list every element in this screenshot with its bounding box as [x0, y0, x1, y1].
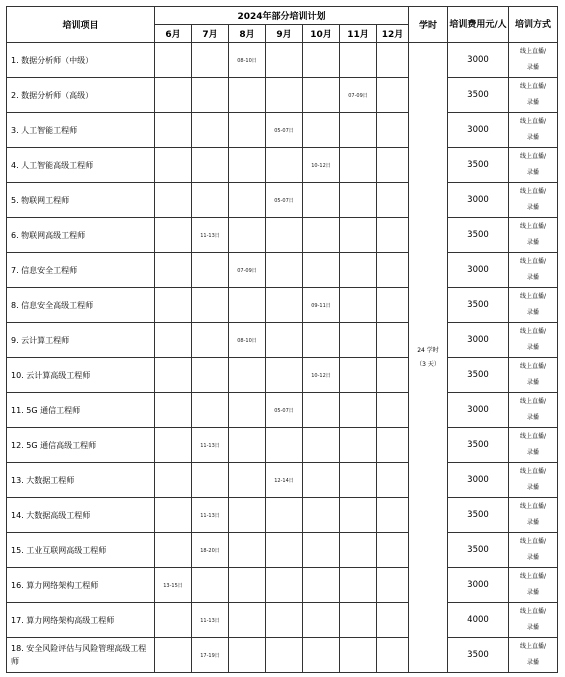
empty-month-cell	[303, 43, 340, 78]
empty-month-cell	[266, 533, 303, 568]
training-item-name: 10. 云计算高级工程师	[7, 358, 155, 393]
fee-cell: 3500	[448, 148, 509, 183]
mode-line-2: 录播	[526, 659, 539, 666]
empty-month-cell	[377, 603, 409, 638]
empty-month-cell	[377, 393, 409, 428]
empty-month-cell	[303, 393, 340, 428]
fee-cell: 3000	[448, 113, 509, 148]
mode-line-2: 录播	[526, 99, 539, 106]
mode-cell	[509, 393, 558, 428]
empty-month-cell	[192, 183, 229, 218]
mode-line-2: 录播	[526, 204, 539, 211]
empty-month-cell	[340, 638, 377, 673]
training-item-name: 15. 工业互联网高级工程师	[7, 533, 155, 568]
mode-line-1: 线上直播/	[519, 398, 547, 405]
empty-month-cell	[229, 113, 266, 148]
empty-month-cell	[266, 43, 303, 78]
empty-month-cell	[340, 463, 377, 498]
empty-month-cell	[340, 498, 377, 533]
empty-month-cell	[303, 78, 340, 113]
training-item-name: 13. 大数据工程师	[7, 463, 155, 498]
empty-month-cell	[266, 638, 303, 673]
mode-line-2: 录播	[526, 484, 539, 491]
empty-month-cell	[340, 253, 377, 288]
table-row	[7, 603, 558, 638]
empty-month-cell	[377, 288, 409, 323]
empty-month-cell	[377, 358, 409, 393]
mode-line-1: 线上直播/	[519, 258, 547, 265]
mode-cell	[509, 603, 558, 638]
schedule-dates: 11-13日	[192, 428, 229, 463]
empty-month-cell	[192, 78, 229, 113]
mode-cell	[509, 463, 558, 498]
schedule-dates: 11-13日	[192, 603, 229, 638]
fee-cell: 3000	[448, 323, 509, 358]
empty-month-cell	[229, 603, 266, 638]
fee-cell: 3500	[448, 498, 509, 533]
empty-month-cell	[377, 463, 409, 498]
table-row	[7, 288, 558, 323]
schedule-dates: 11-13日	[192, 498, 229, 533]
mode-line-2: 录播	[526, 449, 539, 456]
empty-month-cell	[303, 603, 340, 638]
empty-month-cell	[266, 498, 303, 533]
training-item-name: 9. 云计算工程师	[7, 323, 155, 358]
table-row	[7, 78, 558, 113]
table-row	[7, 428, 558, 463]
empty-month-cell	[155, 638, 192, 673]
mode-line-2: 录播	[526, 414, 539, 421]
table-row	[7, 358, 558, 393]
empty-month-cell	[340, 358, 377, 393]
fee-cell: 3500	[448, 428, 509, 463]
schedule-dates: 18-20日	[192, 533, 229, 568]
empty-month-cell	[229, 393, 266, 428]
empty-month-cell	[266, 218, 303, 253]
schedule-dates: 07-09日	[229, 253, 266, 288]
header-hours: 学时	[409, 7, 448, 43]
mode-line-1: 线上直播/	[519, 608, 547, 615]
fee-cell: 3000	[448, 253, 509, 288]
mode-cell	[509, 78, 558, 113]
schedule-dates: 13-15日	[155, 568, 192, 603]
empty-month-cell	[229, 183, 266, 218]
empty-month-cell	[303, 218, 340, 253]
mode-cell	[509, 568, 558, 603]
table-row	[7, 393, 558, 428]
empty-month-cell	[340, 603, 377, 638]
header-month: 8月	[229, 25, 266, 43]
table-row	[7, 218, 558, 253]
empty-month-cell	[266, 148, 303, 183]
empty-month-cell	[377, 78, 409, 113]
empty-month-cell	[340, 183, 377, 218]
header-month: 11月	[340, 25, 377, 43]
mode-line-1: 线上直播/	[519, 188, 547, 195]
empty-month-cell	[377, 533, 409, 568]
training-item-name: 17. 算力网络架构高级工程师	[7, 603, 155, 638]
empty-month-cell	[340, 113, 377, 148]
fee-cell: 3500	[448, 358, 509, 393]
empty-month-cell	[377, 568, 409, 603]
table-row	[7, 43, 558, 78]
training-item-name: 11. 5G 通信工程师	[7, 393, 155, 428]
empty-month-cell	[303, 498, 340, 533]
empty-month-cell	[340, 323, 377, 358]
header-month: 12月	[377, 25, 409, 43]
mode-line-1: 线上直播/	[519, 643, 547, 650]
mode-cell	[509, 323, 558, 358]
mode-line-2: 录播	[526, 379, 539, 386]
empty-month-cell	[155, 428, 192, 463]
fee-cell: 3000	[448, 43, 509, 78]
training-item-name: 3. 人工智能工程师	[7, 113, 155, 148]
schedule-dates: 07-09日	[340, 78, 377, 113]
table-row	[7, 323, 558, 358]
fee-cell: 3500	[448, 638, 509, 673]
empty-month-cell	[266, 568, 303, 603]
empty-month-cell	[155, 183, 192, 218]
mode-line-1: 线上直播/	[519, 433, 547, 440]
empty-month-cell	[303, 463, 340, 498]
fee-cell: 3500	[448, 533, 509, 568]
empty-month-cell	[377, 638, 409, 673]
training-plan-sheet	[6, 6, 558, 673]
empty-month-cell	[266, 603, 303, 638]
table-row	[7, 183, 558, 218]
empty-month-cell	[377, 253, 409, 288]
training-item-name: 5. 物联网工程师	[7, 183, 155, 218]
empty-month-cell	[192, 568, 229, 603]
schedule-dates: 05-07日	[266, 393, 303, 428]
empty-month-cell	[377, 218, 409, 253]
mode-line-1: 线上直播/	[519, 223, 547, 230]
empty-month-cell	[229, 533, 266, 568]
empty-month-cell	[155, 463, 192, 498]
training-item-name: 16. 算力网络架构工程师	[7, 568, 155, 603]
empty-month-cell	[377, 323, 409, 358]
empty-month-cell	[377, 43, 409, 78]
mode-cell	[509, 148, 558, 183]
training-item-name: 1. 数据分析师（中级）	[7, 43, 155, 78]
mode-line-1: 线上直播/	[519, 503, 547, 510]
mode-line-1: 线上直播/	[519, 363, 547, 370]
empty-month-cell	[192, 323, 229, 358]
empty-month-cell	[192, 393, 229, 428]
empty-month-cell	[155, 113, 192, 148]
empty-month-cell	[340, 148, 377, 183]
header-plan-2024: 2024年部分培训计划	[155, 7, 409, 25]
header-training-item: 培训项目	[7, 7, 155, 43]
empty-month-cell	[340, 428, 377, 463]
empty-month-cell	[192, 463, 229, 498]
schedule-dates: 10-12日	[303, 148, 340, 183]
table-row	[7, 498, 558, 533]
empty-month-cell	[229, 498, 266, 533]
fee-cell: 3000	[448, 568, 509, 603]
schedule-dates: 12-14日	[266, 463, 303, 498]
schedule-dates: 08-10日	[229, 43, 266, 78]
training-item-name: 2. 数据分析师（高级）	[7, 78, 155, 113]
training-item-name: 8. 信息安全高级工程师	[7, 288, 155, 323]
empty-month-cell	[266, 323, 303, 358]
empty-month-cell	[266, 253, 303, 288]
mode-cell	[509, 428, 558, 463]
empty-month-cell	[229, 638, 266, 673]
empty-month-cell	[229, 428, 266, 463]
fee-cell: 4000	[448, 603, 509, 638]
training-item-name: 14. 大数据高级工程师	[7, 498, 155, 533]
mode-line-1: 线上直播/	[519, 153, 547, 160]
table-row	[7, 533, 558, 568]
fee-cell: 3000	[448, 393, 509, 428]
training-item-name: 18. 安全风险评估与风险管理高级工程师	[7, 638, 155, 673]
empty-month-cell	[377, 148, 409, 183]
empty-month-cell	[229, 568, 266, 603]
empty-month-cell	[266, 288, 303, 323]
empty-month-cell	[155, 358, 192, 393]
mode-line-2: 录播	[526, 169, 539, 176]
empty-month-cell	[266, 78, 303, 113]
mode-line-1: 线上直播/	[519, 118, 547, 125]
empty-month-cell	[155, 533, 192, 568]
table-row	[7, 638, 558, 673]
empty-month-cell	[303, 428, 340, 463]
table-row	[7, 568, 558, 603]
empty-month-cell	[377, 113, 409, 148]
empty-month-cell	[340, 533, 377, 568]
empty-month-cell	[303, 253, 340, 288]
header-month: 6月	[155, 25, 192, 43]
table-row	[7, 253, 558, 288]
schedule-dates: 17-19日	[192, 638, 229, 673]
empty-month-cell	[303, 183, 340, 218]
empty-month-cell	[229, 288, 266, 323]
empty-month-cell	[155, 253, 192, 288]
empty-month-cell	[340, 288, 377, 323]
header-month: 9月	[266, 25, 303, 43]
schedule-dates: 05-07日	[266, 113, 303, 148]
empty-month-cell	[340, 393, 377, 428]
training-item-name: 6. 物联网高级工程师	[7, 218, 155, 253]
fee-cell: 3000	[448, 183, 509, 218]
mode-line-1: 线上直播/	[519, 83, 547, 90]
plan-body	[7, 43, 558, 673]
mode-cell	[509, 253, 558, 288]
mode-line-2: 录播	[526, 519, 539, 526]
mode-line-2: 录播	[526, 134, 539, 141]
empty-month-cell	[155, 323, 192, 358]
empty-month-cell	[229, 358, 266, 393]
mode-cell	[509, 43, 558, 78]
schedule-dates: 11-13日	[192, 218, 229, 253]
schedule-dates: 09-11日	[303, 288, 340, 323]
empty-month-cell	[155, 603, 192, 638]
mode-line-2: 录播	[526, 64, 539, 71]
mode-line-1: 线上直播/	[519, 293, 547, 300]
mode-line-2: 录播	[526, 239, 539, 246]
training-plan-table	[6, 6, 558, 673]
mode-line-2: 录播	[526, 554, 539, 561]
fee-cell: 3000	[448, 463, 509, 498]
fee-cell: 3500	[448, 78, 509, 113]
table-row	[7, 113, 558, 148]
empty-month-cell	[266, 428, 303, 463]
empty-month-cell	[155, 498, 192, 533]
empty-month-cell	[340, 43, 377, 78]
mode-line-2: 录播	[526, 624, 539, 631]
mode-line-1: 线上直播/	[519, 573, 547, 580]
training-item-name: 4. 人工智能高级工程师	[7, 148, 155, 183]
empty-month-cell	[192, 253, 229, 288]
header-month: 10月	[303, 25, 340, 43]
table-row	[7, 463, 558, 498]
mode-cell	[509, 358, 558, 393]
mode-line-1: 线上直播/	[519, 48, 547, 55]
mode-line-2: 录播	[526, 589, 539, 596]
hours-cell	[409, 43, 448, 673]
empty-month-cell	[377, 428, 409, 463]
empty-month-cell	[340, 218, 377, 253]
mode-cell	[509, 113, 558, 148]
training-item-name: 12. 5G 通信高级工程师	[7, 428, 155, 463]
mode-line-2: 录播	[526, 274, 539, 281]
empty-month-cell	[155, 148, 192, 183]
empty-month-cell	[377, 498, 409, 533]
empty-month-cell	[155, 78, 192, 113]
header-month: 7月	[192, 25, 229, 43]
mode-line-1: 线上直播/	[519, 538, 547, 545]
mode-line-1: 线上直播/	[519, 328, 547, 335]
mode-line-2: 录播	[526, 344, 539, 351]
empty-month-cell	[229, 148, 266, 183]
schedule-dates: 05-07日	[266, 183, 303, 218]
empty-month-cell	[229, 218, 266, 253]
empty-month-cell	[266, 358, 303, 393]
hours-value: 24 学时	[417, 346, 439, 354]
mode-cell	[509, 638, 558, 673]
empty-month-cell	[303, 113, 340, 148]
mode-cell	[509, 533, 558, 568]
header-mode: 培训方式	[509, 7, 558, 43]
mode-line-1: 线上直播/	[519, 468, 547, 475]
empty-month-cell	[303, 533, 340, 568]
empty-month-cell	[377, 183, 409, 218]
mode-line-2: 录播	[526, 309, 539, 316]
fee-cell: 3500	[448, 288, 509, 323]
empty-month-cell	[155, 43, 192, 78]
mode-cell	[509, 498, 558, 533]
empty-month-cell	[192, 113, 229, 148]
schedule-dates: 10-12日	[303, 358, 340, 393]
hours-days: （3 天）	[416, 360, 440, 368]
mode-cell	[509, 183, 558, 218]
training-item-name: 7. 信息安全工程师	[7, 253, 155, 288]
empty-month-cell	[192, 43, 229, 78]
empty-month-cell	[340, 568, 377, 603]
mode-cell	[509, 288, 558, 323]
fee-cell: 3500	[448, 218, 509, 253]
empty-month-cell	[155, 218, 192, 253]
empty-month-cell	[229, 463, 266, 498]
empty-month-cell	[303, 323, 340, 358]
table-row	[7, 148, 558, 183]
empty-month-cell	[155, 288, 192, 323]
empty-month-cell	[155, 393, 192, 428]
empty-month-cell	[303, 568, 340, 603]
header-fee: 培训费用元/人	[448, 7, 509, 43]
empty-month-cell	[192, 148, 229, 183]
mode-cell	[509, 218, 558, 253]
empty-month-cell	[303, 638, 340, 673]
empty-month-cell	[192, 358, 229, 393]
empty-month-cell	[229, 78, 266, 113]
schedule-dates: 08-10日	[229, 323, 266, 358]
empty-month-cell	[192, 288, 229, 323]
